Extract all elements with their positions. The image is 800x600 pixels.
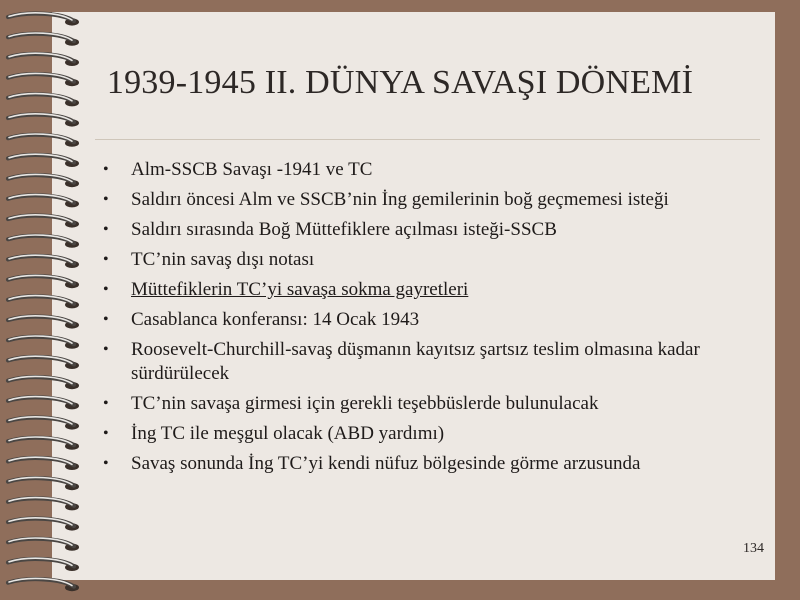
bullet-dot-icon: •: [103, 281, 109, 298]
bullet-item: • TC’nin savaş dışı notası: [103, 249, 315, 270]
bullet-item: • Casablanca konferansı: 14 Ocak 1943: [103, 309, 420, 330]
bullet-item: • Saldırı öncesi Alm ve SSCB’nin İng gemilerinin boğ geçmemesi isteği: [103, 189, 669, 210]
bullet-dot-icon: •: [103, 341, 109, 358]
bullet-dot-icon: •: [103, 311, 109, 328]
bullet-dot-icon: •: [103, 395, 109, 412]
bullet-item: • Savaş sonunda İng TC’yi kendi nüfuz bölgesinde görme arzusunda: [103, 453, 641, 474]
bullet-dot-icon: •: [103, 191, 109, 208]
bullet-dot-icon: •: [103, 425, 109, 442]
bullet-item: • Müttefiklerin TC’yi savaşa sokma gayretleri: [103, 279, 469, 300]
page-number: 134: [743, 541, 764, 556]
bullet-item: • İng TC ile meşgul olacak (ABD yardımı): [103, 423, 445, 444]
bullet-dot-icon: •: [103, 221, 109, 238]
title-divider: [95, 139, 760, 140]
bullet-dot-icon: •: [103, 251, 109, 268]
slide-title: 1939-1945 II. DÜNYA SAVAŞI DÖNEMİ: [106, 64, 694, 101]
bullet-dot-icon: •: [103, 161, 109, 178]
bullet-item: • TC’nin savaşa girmesi için gerekli teşebbüslerde bulunulacak: [103, 393, 599, 414]
bullet-list: [103, 158, 763, 482]
bullet-item: • Alm-SSCB Savaşı -1941 ve TC: [103, 159, 373, 180]
bullet-item: • Saldırı sırasında Boğ Müttefiklere açılması isteği-SSCB: [103, 219, 557, 240]
bullet-dot-icon: •: [103, 455, 109, 472]
bullet-item: • Roosevelt-Churchill-savaş düşmanın kayıtsız şartsız teslim olmasına kadar sürdürülecek: [103, 339, 700, 384]
